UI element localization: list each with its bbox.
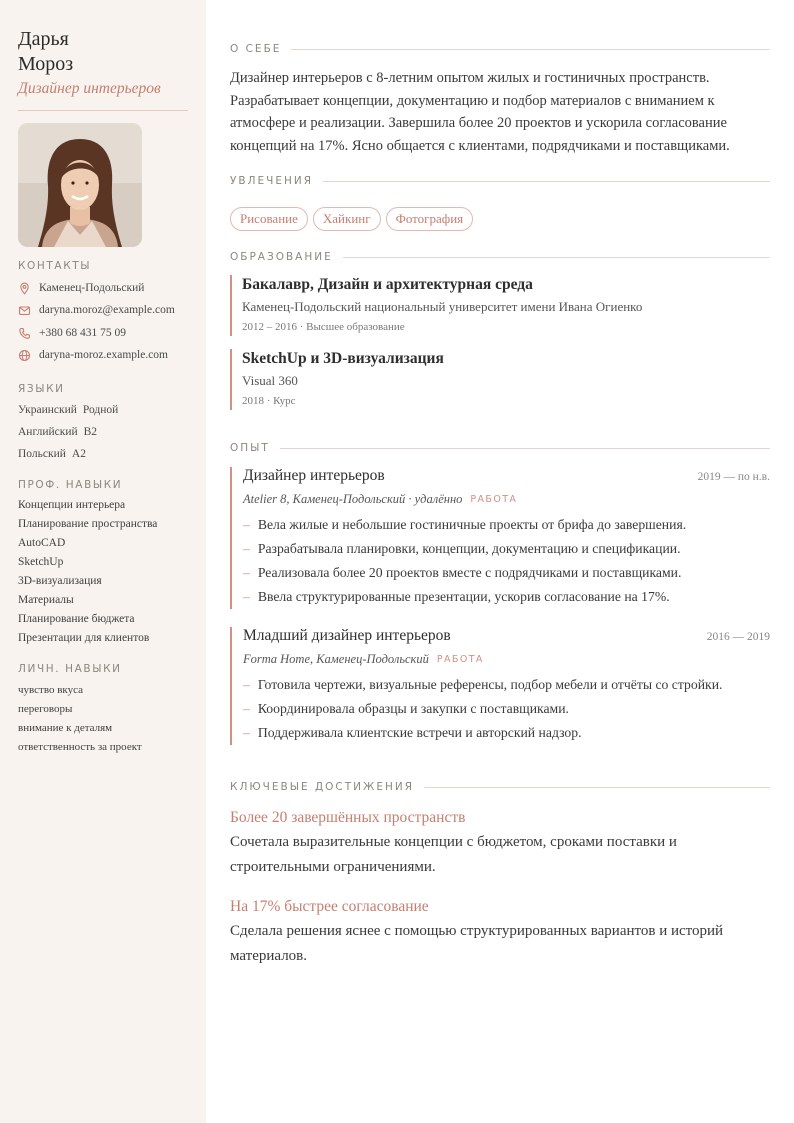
education-item [230,349,770,410]
job-bullet: – Координировала образцы и закупки с поставщиками. [243,701,569,716]
skill-item: SketchUp [18,556,64,568]
job-entry [230,467,770,609]
job-bullet: – Готовила чертежи, визуальные референсы, подбор мебели и отчёты со стройки. [243,677,723,692]
skill-item: Материалы [18,594,74,606]
skill-item: Планирование пространства [18,518,158,530]
mail-icon [18,304,31,317]
language-name: Польский [18,448,66,460]
job-bullet: – Ввела структурированные презентации, ускорив согласование на 17%. [243,589,670,604]
language-level: A2 [71,448,86,460]
location-pin-icon [18,282,31,295]
achievement-item [230,897,770,969]
job-bullet: – Реализовала более 20 проектов вместе с подрядчиками и поставщиками. [243,565,682,580]
hobby-chips [230,207,478,231]
soft-skill-item: чувство вкуса [18,684,84,696]
contact-email[interactable] [18,302,175,318]
skill-item: AutoCAD [18,537,66,549]
contact-website[interactable] [18,347,168,363]
job-role: Дизайнер интерьеров [18,80,161,97]
achievement-text: Сделала решения яснее с помощью структурированных вариантов и историй материалов. [230,923,724,964]
school-name: Visual 360 [242,373,298,388]
achievement-item [230,808,770,880]
contact-text: daryna-moroz.example.com [39,349,168,361]
education-heading [230,250,770,264]
language-item [18,426,97,438]
bullet-text: Координировала образцы и закупки с поставщиками. [257,701,569,716]
section-rule [323,181,770,182]
contact-location [18,280,144,296]
soft-skill-item: переговоры [18,703,73,715]
soft-skill-item: внимание к деталям [18,722,113,734]
bullet-text: Готовила чертежи, визуальные референсы, подбор мебели и отчёты со стройки. [257,677,723,692]
job-bullet: – Вела жилые и небольшие гостиничные проекты от брифа до завершения. [243,517,687,532]
achievement-title: Более 20 завершённых пространств [230,809,466,826]
language-item [18,404,118,416]
bullet-text: Поддерживала клиентские встречи и авторский надзор. [257,725,582,740]
job-type-tag: РАБОТА [470,493,518,505]
skill-item: Концепции интерьера [18,499,126,511]
section-rule [291,49,770,50]
education-item [230,275,770,336]
languages-heading: ЯЗЫКИ [18,383,65,395]
job-entry [230,627,770,745]
skill-item: Планирование бюджета [18,613,135,625]
about-heading [230,42,770,56]
job-type-tag: РАБОТА [436,653,484,665]
job-bullet: – Поддерживала клиентские встречи и авторский надзор. [243,725,582,740]
degree-title: SketchUp и 3D-визуализация [242,350,444,367]
skills-heading: ПРОФ. НАВЫКИ [18,479,123,491]
avatar [18,123,142,247]
contact-text: +380 68 431 75 09 [39,327,126,339]
soft-skill-item: ответственность за проект [18,741,142,753]
section-title: ОБРАЗОВАНИЕ [230,251,333,263]
achievement-text: Сочетала выразительные концепции с бюджетом, сроками поставки и строительными ограничениями. [230,834,677,875]
job-bullet: – Разрабатывала планировки, концепции, документацию и спецификации. [243,541,681,556]
job-dates: 2019 — по н.в. [697,471,770,483]
education-meta: 2018 · Курс [242,395,296,407]
section-title: УВЛЕЧЕНИЯ [230,175,314,187]
job-bullets [243,513,770,609]
experience-heading [230,441,770,455]
job-company: Atelier 8, Каменец-Подольский · удалённо [243,491,463,506]
first-name: Дарья [18,28,69,50]
job-title: Младший дизайнер интерьеров [243,627,451,644]
language-level: B2 [83,426,98,438]
bullet-text: Ввела структурированные презентации, ускорив согласование на 17%. [257,589,670,604]
contacts-heading: КОНТАКТЫ [18,260,92,272]
phone-icon [18,327,31,340]
contact-text: Каменец-Подольский [39,282,145,294]
bullet-text: Реализовала более 20 проектов вместе с подрядчиками и поставщиками. [257,565,682,580]
education-meta: 2012 – 2016 · Высшее образование [242,321,405,333]
bullet-text: Вела жилые и небольшие гостиничные проекты от брифа до завершения. [257,517,687,532]
hobbies-heading [230,174,770,188]
contact-phone[interactable] [18,325,126,341]
language-name: Украинский [18,404,77,416]
portrait-illustration [18,123,142,247]
job-title: Дизайнер интерьеров [243,467,385,484]
job-dates: 2016 — 2019 [706,631,770,643]
skill-item: 3D-визуализация [18,575,102,587]
achievements-heading [230,780,770,794]
job-company: Forma Home, Каменец-Подольский [243,651,429,666]
hobby-chip: Рисование [230,207,308,231]
language-level: Родной [82,404,119,416]
job-bullets [243,673,770,745]
person-name [18,27,193,77]
achievement-title: На 17% быстрее согласование [230,898,429,915]
section-title: КЛЮЧЕВЫЕ ДОСТИЖЕНИЯ [230,781,415,793]
hobby-chip: Фотография [386,207,474,231]
school-name: Каменец-Подольский национальный университет имени Ивана Огиенко [242,299,643,314]
language-name: Английский [18,426,78,438]
last-name: Мороз [18,53,74,75]
contact-text: daryna.moroz@example.com [39,304,175,316]
degree-title: Бакалавр, Дизайн и архитектурная среда [242,276,533,293]
language-item [18,448,86,460]
skill-item: Презентации для клиентов [18,632,150,644]
about-text: Дизайнер интерьеров с 8-летним опытом жилых и гостиничных пространств. Разрабатывает концепции, документацию и подбор материалов с вниманием к атмосфере и реализации. Завершила более 20 проектов и ускорила согласование концепций на 17%. Ясно общается с клиентами, подрядчиками и поставщиками. [230,70,730,154]
section-rule [343,257,770,258]
divider [18,110,188,111]
sidebar [0,0,206,1123]
section-title: О СЕБЕ [230,43,282,55]
main-content [206,0,794,1123]
hobby-chip: Хайкинг [313,207,381,231]
globe-icon [18,349,31,362]
section-title: ОПЫТ [230,442,270,454]
section-rule [424,787,770,788]
soft-skills-heading: ЛИЧН. НАВЫКИ [18,663,122,675]
section-rule [280,448,770,449]
bullet-text: Разрабатывала планировки, концепции, документацию и спецификации. [257,541,681,556]
